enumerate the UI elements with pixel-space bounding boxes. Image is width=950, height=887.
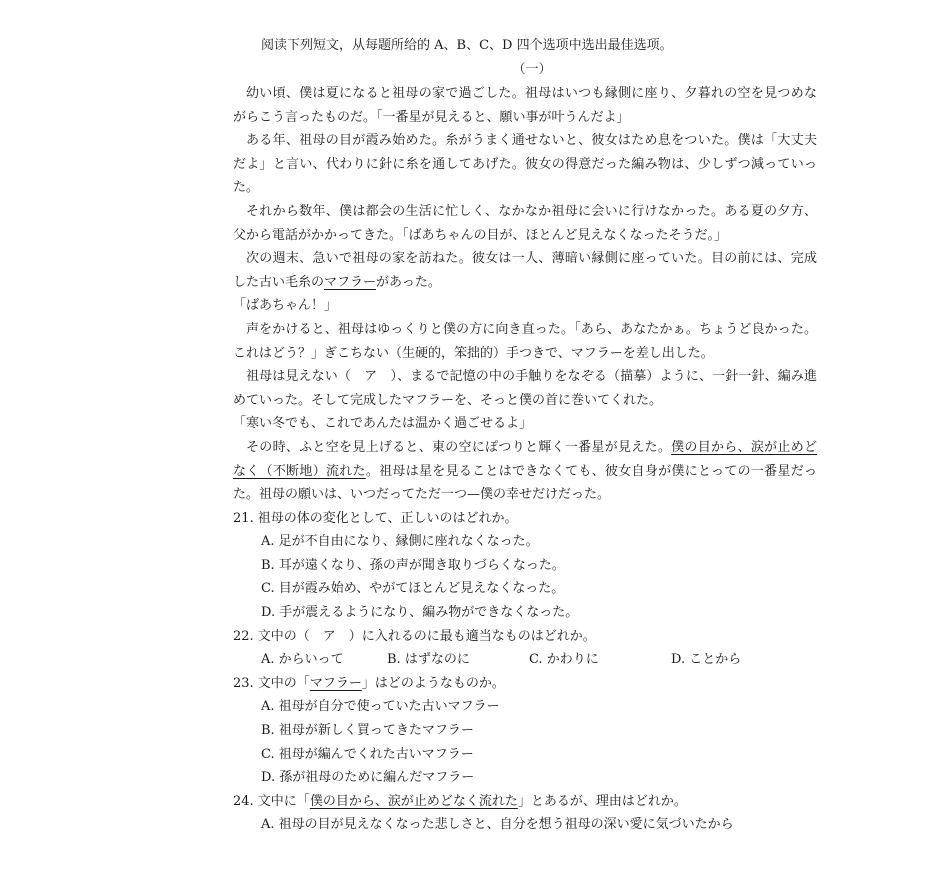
underlined-muffler: マフラー: [309, 675, 362, 691]
question-option: C. かわりに: [529, 652, 599, 668]
question-option: C. 祖母が編んでくれた古いマフラー: [261, 746, 474, 762]
passage-text: その時、ふと空を見上げると、東の空にぽつりと輝く一番星が見えた。: [246, 439, 672, 455]
passage-quote-grandma: 「ばあちゃん！」: [233, 298, 338, 314]
question-23: [233, 672, 817, 790]
passage-paragraph-9: [233, 436, 817, 507]
question-option: D. 手が震えるようになり、編み物ができなくなった。: [261, 605, 579, 621]
question-22: [233, 625, 817, 672]
question-option: B. 祖母が新しく買ってきたマフラー: [261, 723, 474, 739]
passage-quote-winter: 「寒い冬でも、これであんたは温かく過ごせるよ」: [233, 416, 533, 432]
stem-text: 」とあるが、理由はどれか。: [517, 793, 687, 809]
underlined-tears: 僕の目から、涙が止めどなく（不断地）流れた: [233, 439, 817, 479]
underlined-tears: 僕の目から、涙が止めどなく流れた: [309, 793, 518, 809]
passage-text: 次の週末、急いで祖母の家を訪ねた。彼女は一人、薄暗い縁側に座っていた。目の前には、完成した古い毛糸の: [233, 251, 817, 290]
question-stem: [233, 672, 817, 696]
question-stem: 21. 祖母の体の変化として、正しいのはどれか。: [233, 510, 518, 526]
passage-text: 。祖母は星を見ることはできなくても、彼女自身が僕にとっての一番星だった。祖母の願いは、いつだってただ一つ—僕の幸せだけだった。: [233, 463, 817, 503]
instruction-text: 阅读下列短文，从每题所给的 A、B、C、D 四个选项中选出最佳选项。: [261, 38, 673, 53]
stem-text: 」はどのようなものか。: [361, 675, 505, 691]
question-option: A. 祖母の目が見えなくなった悲しさと、自分を想う祖母の深い愛に気づいたから: [261, 817, 734, 833]
stem-text: 23. 文中の「: [233, 675, 310, 691]
question-21: [233, 507, 817, 625]
question-option: B. はずなのに: [387, 652, 470, 668]
passage-paragraph-3: それから数年、僕は都会の生活に忙しく、なかなか祖母に会いに行けなかった。ある夏の夕方、父から電話がかかってきた。「ばあちゃんの目が、ほとんど見えなくなったそうだ。」: [233, 203, 817, 243]
section-title: （一）: [512, 62, 552, 77]
passage-paragraph-4: [233, 247, 817, 294]
question-option: D. 孫が祖母のために編んだマフラー: [261, 770, 475, 786]
question-option: A. 祖母が自分で使っていた古いマフラー: [261, 699, 500, 715]
exam-page: [233, 34, 817, 837]
passage-text: があった。: [376, 274, 441, 290]
passage-paragraph-1: 幼い頃、僕は夏になると祖母の家で過ごした。祖母はいつも縁側に座り、夕暮れの空を見つめながらこう言ったものだ。「一番星が見えると、願い事が叶うんだよ」: [233, 86, 817, 125]
question-option: D. ことから: [671, 652, 742, 668]
question-options-row: [233, 648, 817, 672]
question-option: A. 足が不自由になり、縁側に座れなくなった。: [261, 534, 539, 550]
passage-paragraph-2: ある年、祖母の目が霞み始めた。糸がうまく通せないと、彼女はため息をついた。僕は「大丈夫だよ」と言い、代わりに針に糸を通してあげた。彼女の得意だった編み物は、少しずつ減っていった。: [233, 133, 817, 196]
question-stem: [233, 790, 817, 814]
question-option: B. 耳が遠くなり、孫の声が聞き取りづらくなった。: [261, 557, 565, 573]
passage-paragraph-6: 声をかけると、祖母はゆっくりと僕の方に向き直った。「あら、あなたかぁ。ちょうど良かった。これはどう？」ぎこちない（生硬的，笨拙的）手つきで、マフラーを差し出した。: [233, 321, 817, 361]
stem-text: 24. 文中に「: [233, 793, 310, 809]
question-option: A. からいって: [261, 652, 344, 668]
reading-passage: [233, 82, 817, 507]
underlined-muffler: マフラー: [324, 274, 377, 290]
question-24: [233, 790, 817, 837]
question-stem: 22. 文中の（ ア ）に入れるのに最も適当なものはどれか。: [233, 628, 596, 644]
passage-paragraph-7: 祖母は見えない（ ア ）、まるで記憶の中の手触りをなぞる（描摹）ように、一針一針、編み進めていった。そして完成したマフラーを、そっと僕の首に巻いてくれた。: [233, 369, 817, 408]
question-option: C. 目が霞み始め、やがてほとんど見えなくなった。: [261, 581, 565, 597]
